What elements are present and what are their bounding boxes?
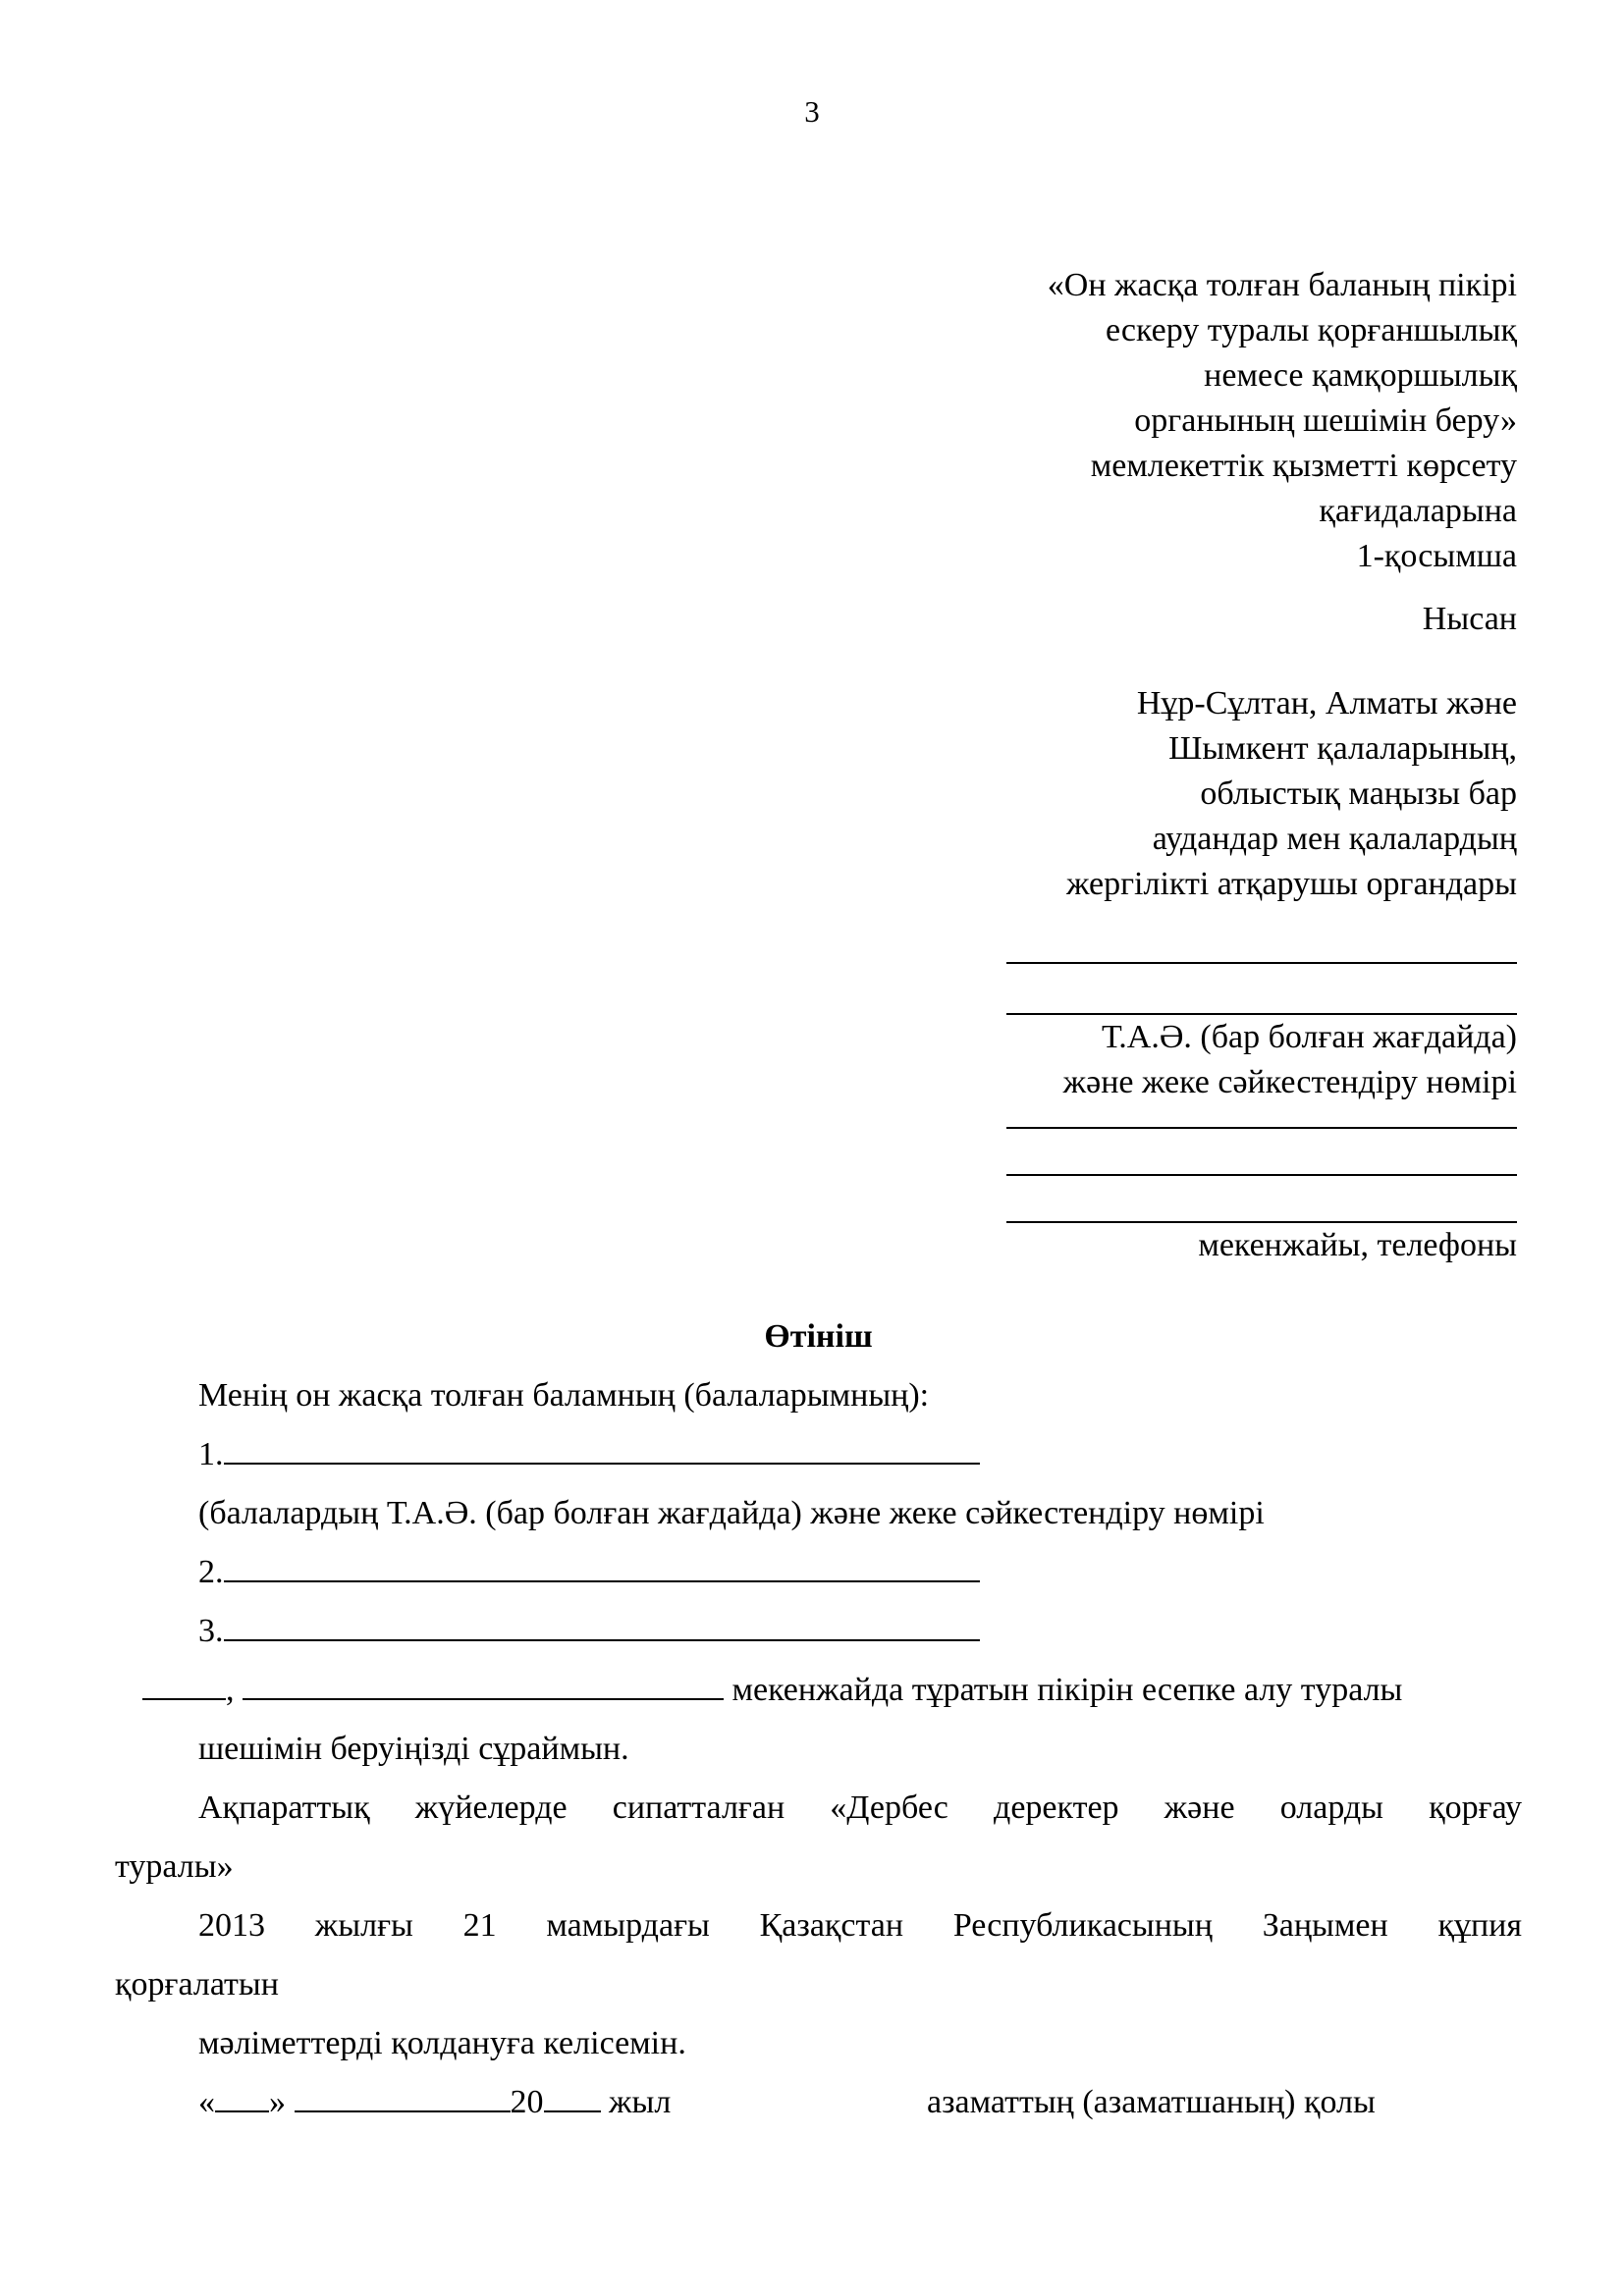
children-fio-caption: (балалардың Т.А.Ә. (бар болған жағдайда) және жеке сәйкестендіру нөмірі [198, 1495, 1265, 1531]
item-number: 1. [198, 1436, 224, 1472]
authority-line: аудандар мен қалалардың [1152, 821, 1517, 857]
appendix-line: мемлекеттік қызметті көрсету [1090, 448, 1517, 484]
appendix-line: қағидаларына [1319, 493, 1517, 529]
fill-line [295, 2110, 511, 2112]
fill-line [1006, 1105, 1517, 1129]
application-title: Өтініш [764, 1318, 873, 1355]
fill-line [224, 1639, 980, 1641]
item-number: 2. [198, 1554, 224, 1590]
fio-caption-line: Т.А.Ә. (бар болған жағдайда) [1101, 1019, 1517, 1055]
signature-caption: азаматтың (азаматшаның) қолы [927, 2084, 1376, 2120]
year-prefix: 20 [510, 2084, 544, 2120]
consent-paragraph-line: 2013 жылғы 21 мамырдағы Қазақстан Республикасының Заңымен құпия [198, 1907, 1522, 1944]
date-open-quote: « [198, 2084, 215, 2120]
fill-line [1006, 1176, 1517, 1223]
fill-line [215, 2110, 269, 2112]
appendix-line: 1-қосымша [1356, 538, 1517, 574]
authority-line: жергілікті атқарушы органдары [1065, 866, 1517, 902]
address-phone-caption: мекенжайы, телефоны [1198, 1227, 1517, 1263]
child-item-row [115, 1543, 1522, 1602]
fill-line [1006, 964, 1517, 1015]
appendix-line: немесе қамқоршылық [1204, 357, 1517, 394]
consent-paragraph-line: Ақпараттық жүйелерде сипатталған «Дербес деректер және оларды қорғау [198, 1789, 1522, 1826]
page-number: 3 [804, 94, 820, 129]
appendix-line: органының шешімін беру» [1134, 402, 1517, 439]
date-signature-row [115, 2073, 1522, 2132]
header-right-column [982, 263, 1517, 1268]
form-label: Нысан [1422, 601, 1517, 637]
authority-line: Шымкент қалаларының, [1168, 730, 1517, 767]
request-line: шешімін беруіңізді сұраймын. [198, 1731, 629, 1767]
appendix-line: «Он жасқа толған баланың пікірі [1047, 267, 1517, 303]
fill-line [224, 1580, 980, 1582]
fill-line [142, 1698, 226, 1700]
fill-line [544, 2110, 601, 2112]
application-body [115, 1308, 1522, 2132]
authority-line: Нұр-Сұлтан, Алматы және [1136, 685, 1517, 721]
authority-line: облыстық маңызы бар [1200, 775, 1517, 812]
child-item-row [115, 1425, 1522, 1484]
fill-line [224, 1463, 980, 1465]
year-suffix: жыл [609, 2084, 672, 2120]
residence-comma: , [226, 1672, 235, 1708]
date-close-quote: » [269, 2084, 286, 2120]
child-item-row [115, 1602, 1522, 1661]
fill-line [1006, 1129, 1517, 1176]
residence-row [115, 1661, 1522, 1720]
consent-paragraph-line: қорғалатын [115, 1966, 279, 2002]
residence-text: мекенжайда тұратын пікірін есепке алу туралы [731, 1672, 1403, 1708]
fill-line [1006, 919, 1517, 964]
intro-line: Менің он жасқа толған баламның (балаларымның): [198, 1377, 930, 1414]
fill-line [243, 1698, 724, 1700]
fio-caption-line: және жеке сәйкестендіру нөмірі [1062, 1064, 1517, 1100]
appendix-line: ескеру туралы қорғаншылық [1105, 312, 1517, 348]
consent-paragraph-line: туралы» [115, 1848, 234, 1885]
item-number: 3. [198, 1613, 224, 1649]
consent-agree-line: мәліметтерді қолдануға келісемін. [198, 2025, 686, 2061]
